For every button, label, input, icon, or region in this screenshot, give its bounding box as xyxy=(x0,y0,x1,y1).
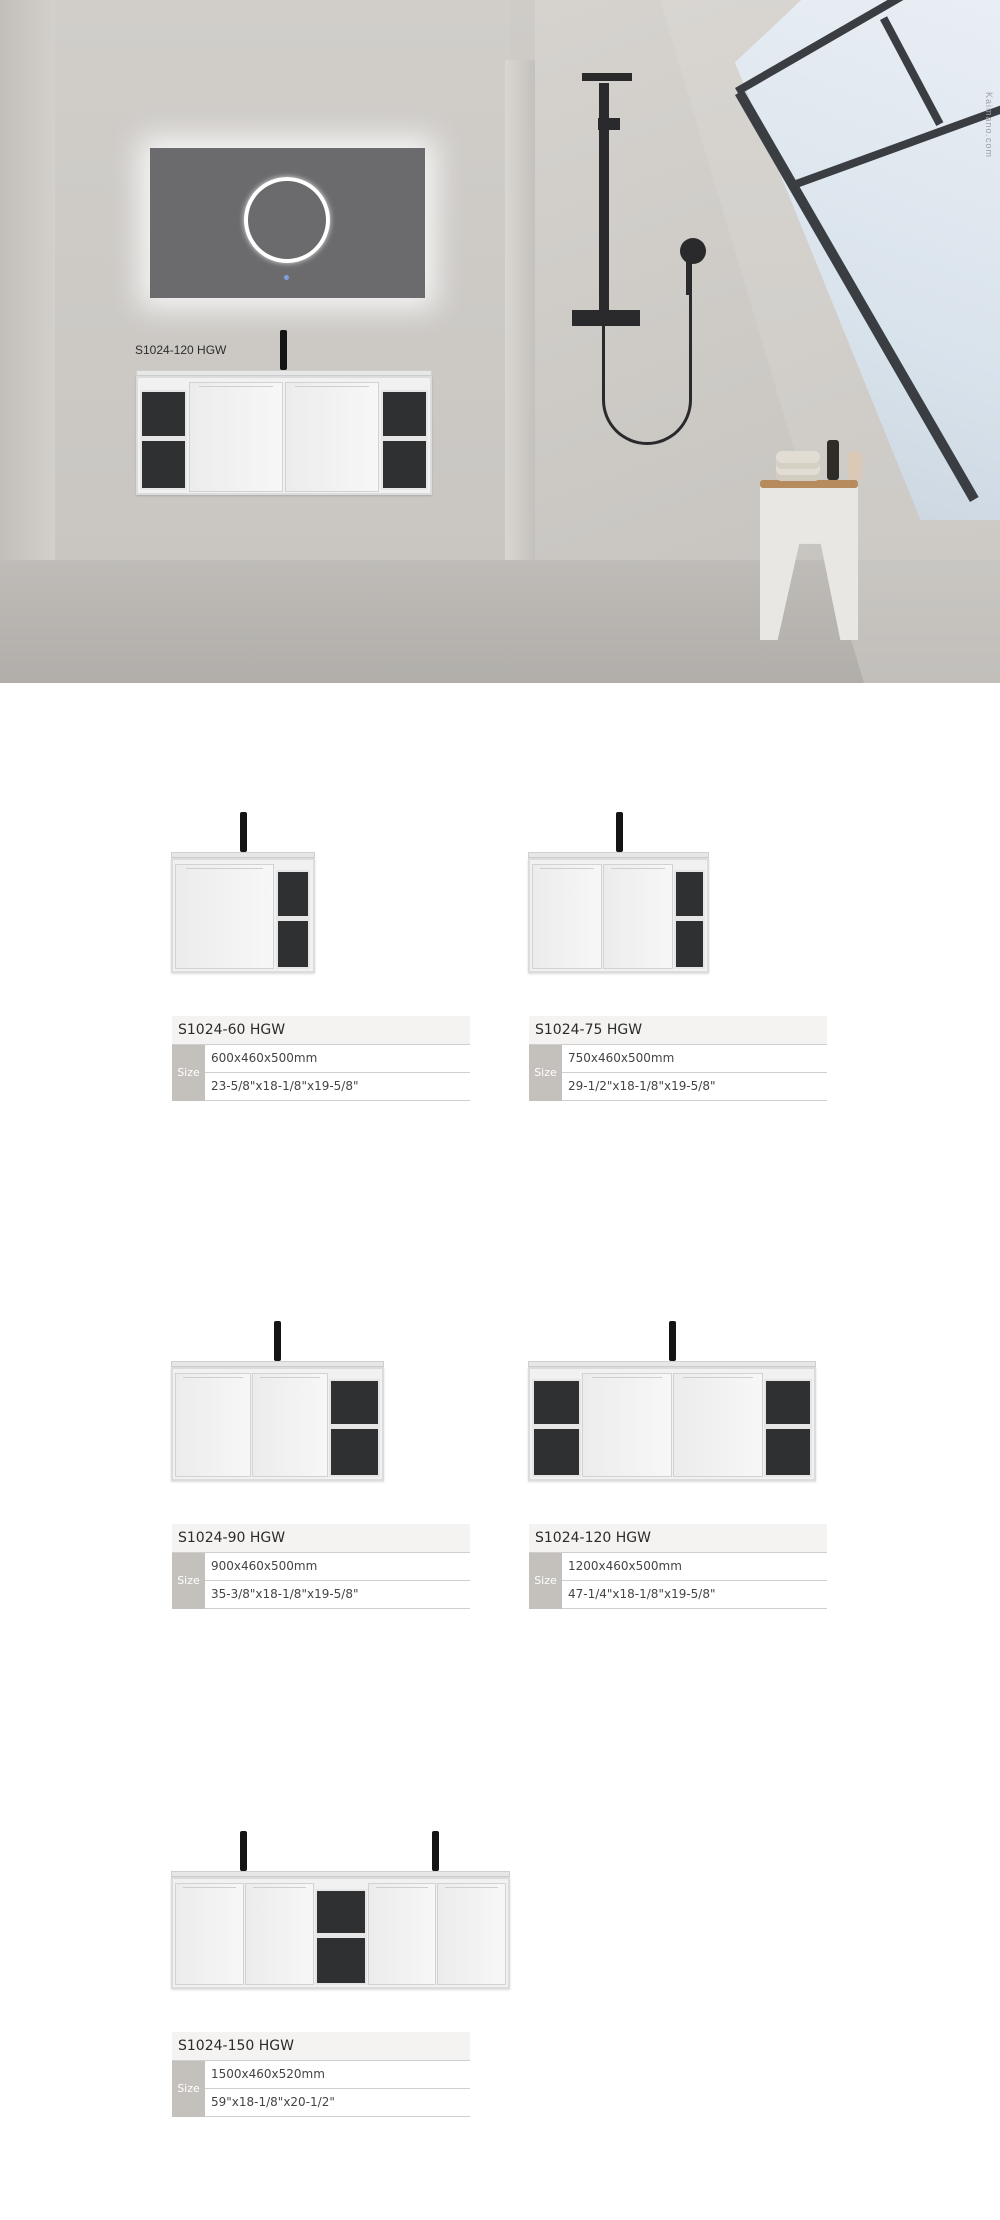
vanity-illustration-90 xyxy=(171,1361,384,1481)
size-imperial: 35-3/8"x18-1/8"x19-5/8" xyxy=(205,1581,470,1609)
model-name: S1024-150 HGW xyxy=(172,2032,470,2061)
size-metric: 900x460x500mm xyxy=(205,1553,470,1581)
size-imperial: 47-1/4"x18-1/8"x19-5/8" xyxy=(562,1581,827,1609)
cabinet-door xyxy=(603,864,673,969)
spec-table xyxy=(529,1016,827,1102)
shower-bracket xyxy=(598,118,620,130)
size-label: Size xyxy=(529,1553,562,1609)
hero-bathroom-image xyxy=(0,0,1000,683)
size-metric: 1200x460x500mm xyxy=(562,1553,827,1581)
spec-table xyxy=(172,1524,470,1610)
vanity-illustration-60 xyxy=(171,852,315,973)
open-shelf xyxy=(674,870,705,969)
vanity-illustration-150 xyxy=(171,1871,510,1989)
model-name: S1024-75 HGW xyxy=(529,1016,827,1045)
size-metric: 750x460x500mm xyxy=(562,1045,827,1073)
cabinet-door xyxy=(252,1373,328,1477)
size-imperial: 59"x18-1/8"x20-1/2" xyxy=(205,2089,470,2117)
cabinet-door xyxy=(368,1883,436,1985)
open-shelf xyxy=(329,1379,380,1477)
cabinet-door xyxy=(189,382,283,492)
left-wall xyxy=(0,0,55,580)
soap-bottle xyxy=(827,440,839,480)
size-rows xyxy=(172,1045,470,1102)
cabinet-door xyxy=(175,1883,244,1985)
mirror-light-ring xyxy=(244,177,330,263)
size-rows xyxy=(172,2061,470,2118)
spec-table xyxy=(172,2032,470,2118)
cabinet-door xyxy=(175,1373,251,1477)
mirror-touch-sensor xyxy=(284,275,289,280)
hero-vanity xyxy=(136,370,432,495)
shower-hose xyxy=(602,290,692,445)
size-rows xyxy=(172,1553,470,1610)
cabinet-door xyxy=(245,1883,314,1985)
cabinet-door xyxy=(175,864,274,969)
model-name: S1024-120 HGW xyxy=(529,1524,827,1553)
faucet-icon xyxy=(240,1831,247,1871)
shower-head-icon xyxy=(582,73,632,81)
size-imperial: 29-1/2"x18-1/8"x19-5/8" xyxy=(562,1073,827,1101)
model-name: S1024-60 HGW xyxy=(172,1016,470,1045)
size-metric: 600x460x500mm xyxy=(205,1045,470,1073)
led-mirror xyxy=(150,148,425,298)
size-label: Size xyxy=(172,1045,205,1101)
reed-diffuser xyxy=(848,452,862,480)
size-metric: 1500x460x520mm xyxy=(205,2061,470,2089)
wall-pillar xyxy=(505,60,535,585)
size-label: Size xyxy=(172,2061,205,2117)
open-shelf xyxy=(532,1379,581,1477)
folded-towels xyxy=(776,451,820,481)
size-rows xyxy=(529,1045,827,1102)
cabinet-door xyxy=(532,864,602,969)
faucet-icon xyxy=(616,812,623,852)
model-name: S1024-90 HGW xyxy=(172,1524,470,1553)
open-shelf xyxy=(276,870,310,969)
faucet-icon xyxy=(432,1831,439,1871)
cabinet-door xyxy=(285,382,379,492)
faucet-icon xyxy=(240,812,247,852)
open-shelf xyxy=(381,390,428,490)
cabinet-door xyxy=(437,1883,506,1985)
size-imperial: 23-5/8"x18-1/8"x19-5/8" xyxy=(205,1073,470,1101)
spec-table xyxy=(172,1016,470,1102)
vanity-illustration-75 xyxy=(528,852,709,973)
spec-table xyxy=(529,1524,827,1610)
cabinet-door xyxy=(582,1373,672,1477)
open-shelf xyxy=(764,1379,812,1477)
size-label: Size xyxy=(172,1553,205,1609)
size-label: Size xyxy=(529,1045,562,1101)
faucet-icon xyxy=(274,1321,281,1361)
hand-shower-icon xyxy=(680,238,706,264)
open-shelf xyxy=(315,1889,367,1985)
watermark: Kaimano.com xyxy=(984,92,994,159)
open-shelf xyxy=(140,390,187,490)
wooden-tray xyxy=(760,480,858,488)
vanity-illustration-120 xyxy=(528,1361,816,1481)
faucet-icon xyxy=(669,1321,676,1361)
faucet-icon xyxy=(280,330,287,370)
cabinet-door xyxy=(673,1373,763,1477)
hero-model-label: S1024-120 HGW xyxy=(135,343,227,357)
size-rows xyxy=(529,1553,827,1610)
